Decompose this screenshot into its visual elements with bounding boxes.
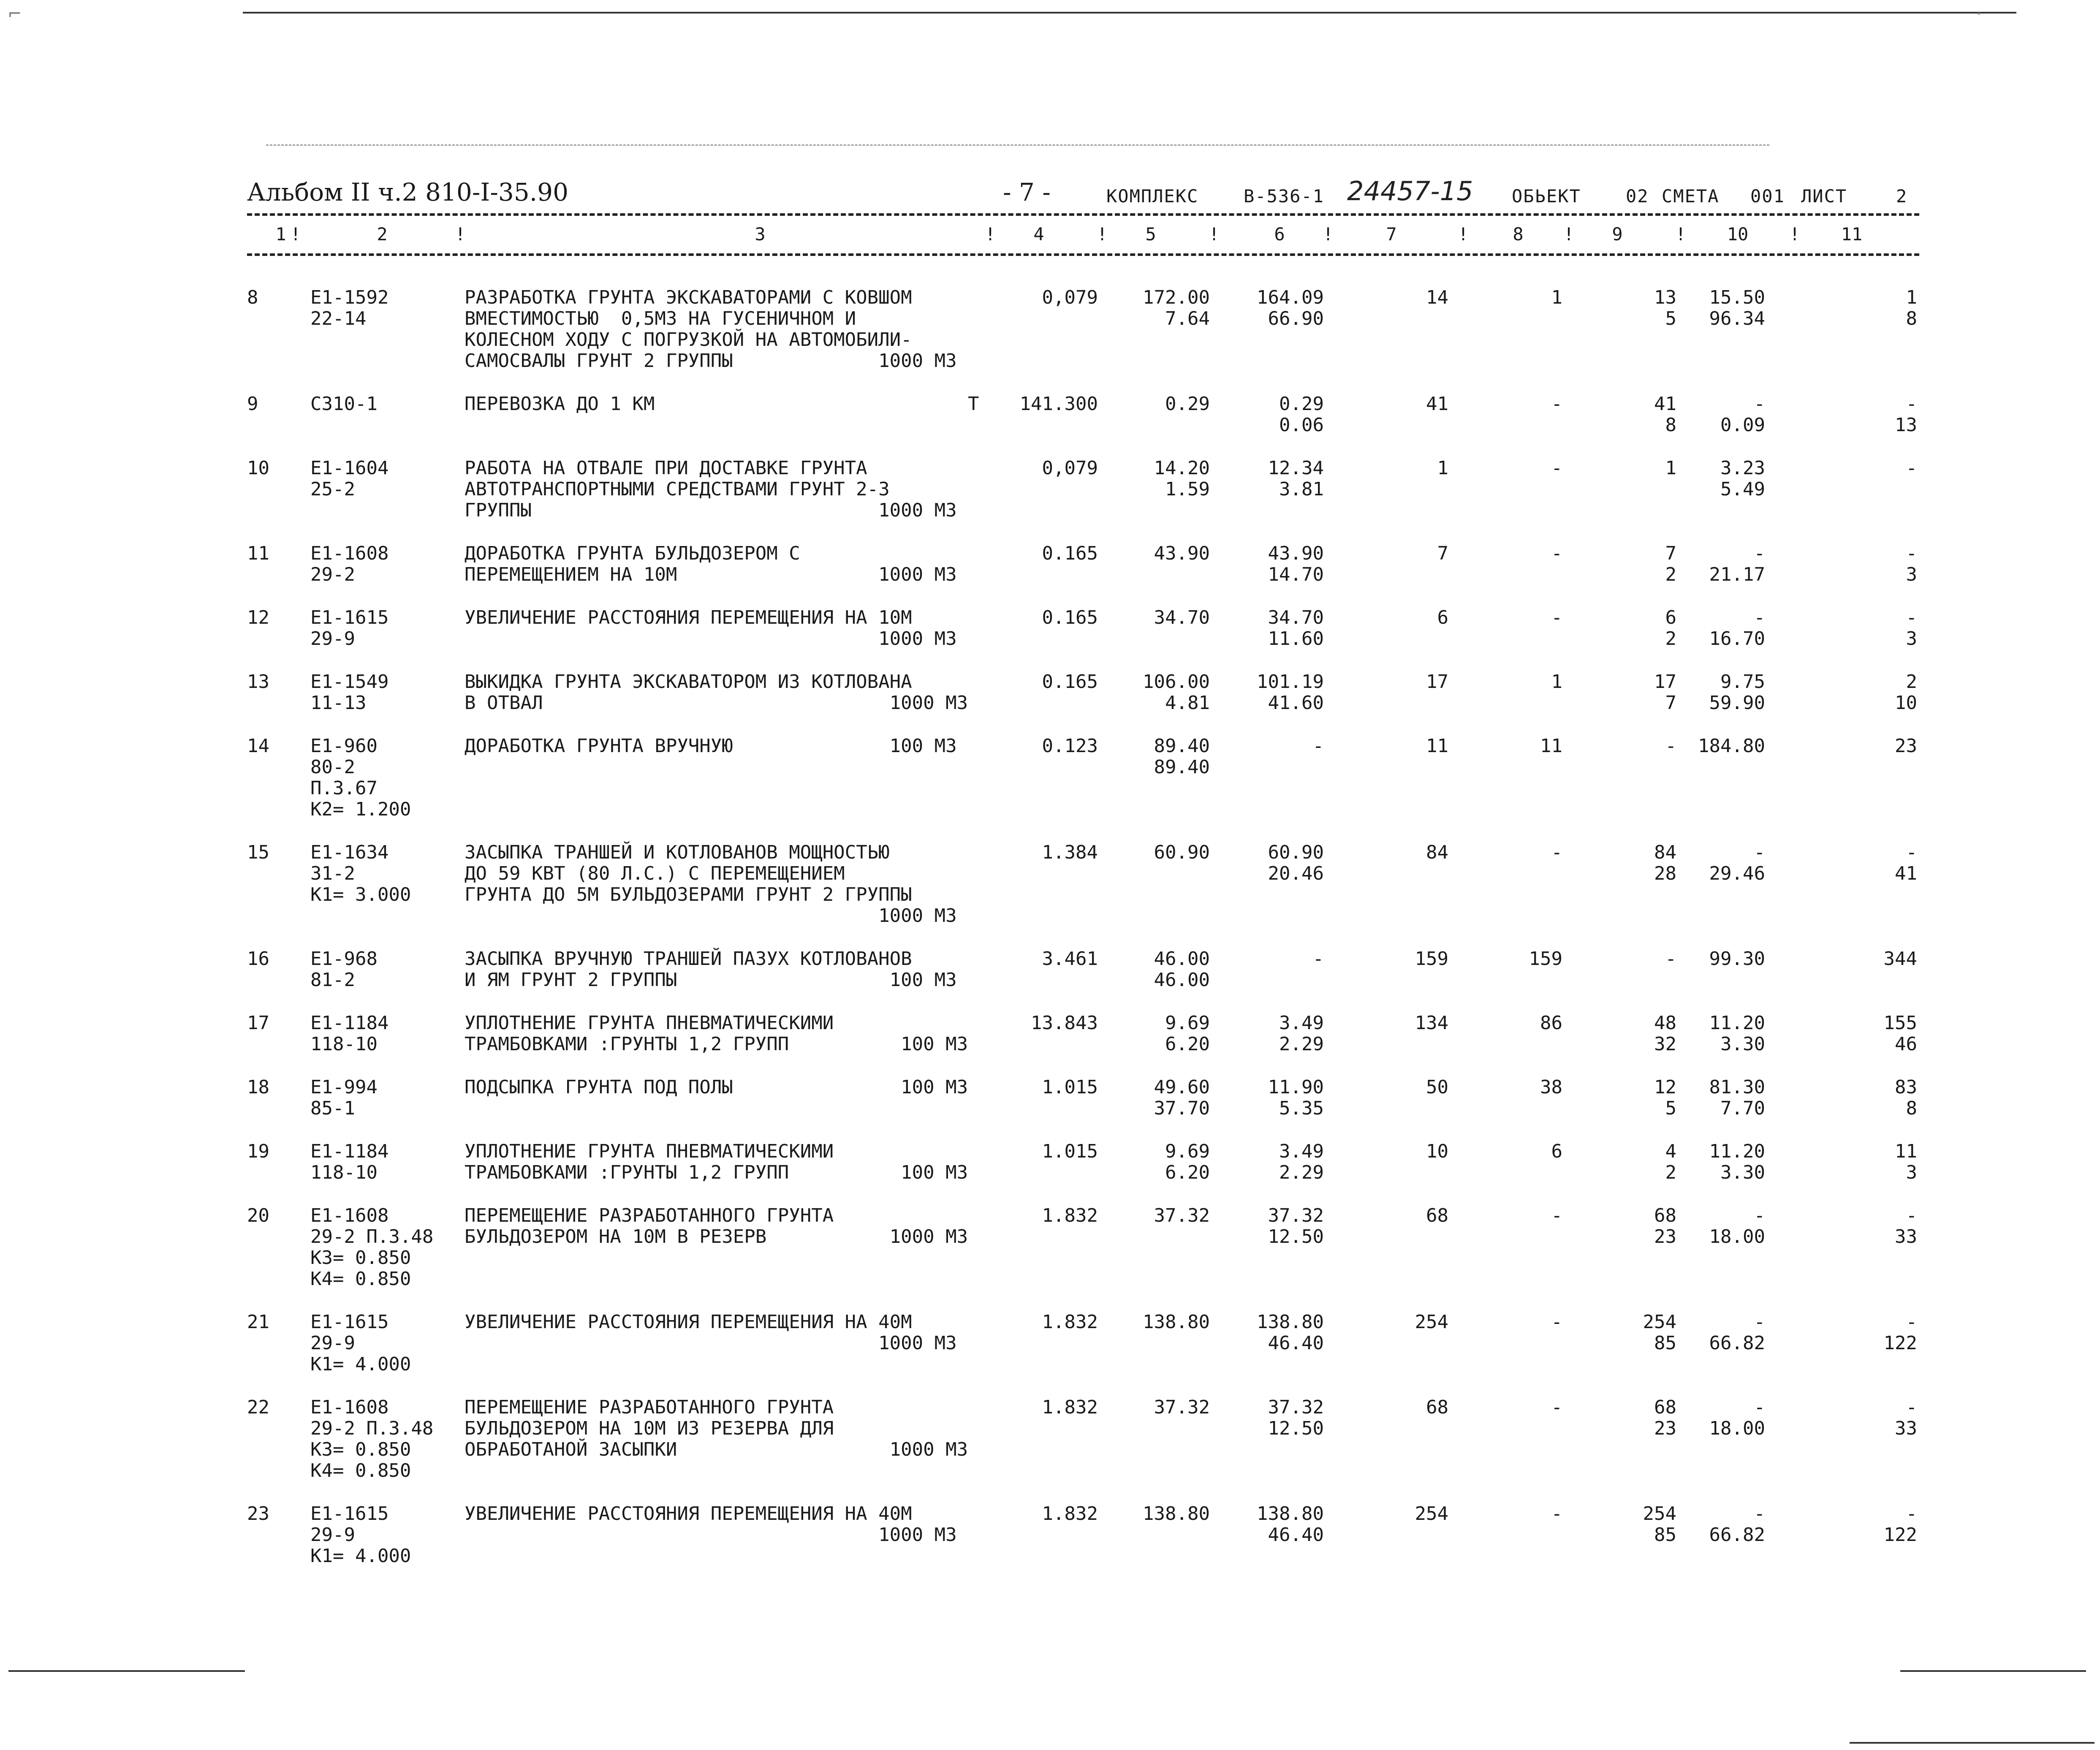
column-divider: !: [455, 224, 466, 245]
table-row: [0, 671, 2100, 714]
unit-cost: 60.90: [1154, 842, 1210, 863]
machine-cost: 43.90 14.70: [1268, 543, 1324, 585]
labor-hours-unit: - 16.70: [1709, 607, 1765, 649]
rate-code: Е1-1615 29-9 К1= 4.000: [310, 1503, 411, 1567]
rate-code: Е1-1608 29-2 П.3.48 К3= 0.850 К4= 0.850: [310, 1397, 434, 1481]
row-number: 11: [247, 543, 269, 564]
column-number: 9: [1612, 224, 1623, 245]
table-row: [0, 394, 2100, 436]
rate-code: Е1-1615 29-9: [310, 607, 389, 649]
smeta-label: СМЕТА: [1662, 186, 1720, 207]
album-title: Альбом II ч.2 810-I-35.90: [247, 178, 568, 207]
machine-cost: 12.34 3.81: [1268, 457, 1324, 500]
column-number: 5: [1145, 224, 1156, 245]
page-number: - 7 -: [1003, 178, 1051, 207]
total-cost: 68: [1426, 1397, 1448, 1418]
quantity: 1.832: [1042, 1311, 1098, 1333]
labor-hours-total: 83 8: [1895, 1076, 1917, 1119]
row-number: 21: [247, 1311, 269, 1333]
work-description: ПЕРЕВОЗКА ДО 1 КМ Т: [465, 393, 979, 415]
column-divider: !: [1458, 224, 1469, 245]
labor-cost: -: [1551, 1311, 1562, 1333]
column-divider: !: [1563, 224, 1574, 245]
unit-cost: 9.69 6.20: [1165, 1141, 1210, 1183]
work-description: УПЛОТНЕНИЕ ГРУНТА ПНЕВМАТИЧЕСКИМИ ТРАМБОВКАМИ :ГРУНТЫ 1,2 ГРУПП 100 М3: [465, 1141, 968, 1183]
quantity: 0.165: [1042, 607, 1098, 628]
machine-cost: 11.90 5.35: [1268, 1076, 1324, 1119]
unit-cost: 34.70: [1154, 607, 1210, 628]
rate-code: Е1-1608 29-2 П.3.48 К3= 0.850 К4= 0.850: [310, 1205, 434, 1290]
quantity: 141.300: [1019, 393, 1098, 415]
bottom-right-edge-line: [1900, 1670, 2086, 1672]
total-cost: 84: [1426, 842, 1448, 863]
total-cost: 254: [1415, 1311, 1448, 1333]
quantity: 0,079: [1042, 457, 1098, 479]
row-number: 19: [247, 1141, 269, 1162]
column-number: 3: [755, 224, 766, 245]
rate-code: Е1-1634 31-2 К1= 3.000: [310, 842, 411, 905]
operation-cost: 12 5: [1654, 1076, 1676, 1119]
work-description: ПЕРЕМЕЩЕНИЕ РАЗРАБОТАННОГО ГРУНТА БУЛЬДОЗЕРОМ НА 10М ИЗ РЕЗЕРВА ДЛЯ ОБРАБОТАНОЙ ЗАСЫПКИ 1000 М3: [465, 1397, 968, 1460]
machine-cost: 138.80 46.40: [1257, 1503, 1324, 1546]
table-row: [0, 287, 2100, 372]
labor-hours-total: 344: [1883, 948, 1917, 970]
machine-cost: -: [1312, 948, 1324, 970]
labor-hours-unit: - 66.82: [1709, 1311, 1765, 1354]
obekt-label: ОБЬЕКТ: [1512, 186, 1581, 207]
unit-cost: 106.00 4.81: [1143, 671, 1210, 714]
row-number: 8: [247, 287, 258, 308]
operation-cost: 48 32: [1654, 1012, 1676, 1055]
list-label: ЛИСТ: [1801, 186, 1847, 207]
quantity: 0.165: [1042, 671, 1098, 693]
column-number: 1: [275, 224, 286, 245]
unit-cost: 172.00 7.64: [1143, 287, 1210, 329]
total-cost: 41: [1426, 393, 1448, 415]
table-row: [0, 1141, 2100, 1183]
column-divider: !: [1097, 224, 1108, 245]
operation-cost: 17 7: [1654, 671, 1676, 714]
work-description: ВЫКИДКА ГРУНТА ЭКСКАВАТОРОМ ИЗ КОТЛОВАНА В ОТВАЛ 1000 М3: [465, 671, 968, 714]
unit-cost: 89.40 89.40: [1154, 735, 1210, 778]
column-number: 7: [1386, 224, 1397, 245]
total-cost: 134: [1415, 1012, 1448, 1034]
machine-cost: 37.32 12.50: [1268, 1205, 1324, 1247]
kompleks-value: В-536-1: [1244, 186, 1325, 207]
labor-hours-unit: 11.20 3.30: [1709, 1012, 1765, 1055]
machine-cost: 34.70 11.60: [1268, 607, 1324, 649]
labor-cost: -: [1551, 457, 1562, 479]
unit-cost: 46.00 46.00: [1154, 948, 1210, 991]
total-cost: 68: [1426, 1205, 1448, 1226]
row-number: 18: [247, 1076, 269, 1098]
labor-hours-unit: - 21.17: [1709, 543, 1765, 585]
row-number: 13: [247, 671, 269, 693]
row-number: 12: [247, 607, 269, 628]
column-number: 2: [377, 224, 388, 245]
column-divider: !: [985, 224, 996, 245]
labor-hours-total: 23: [1895, 735, 1917, 757]
sheet-header: [247, 167, 1919, 213]
row-number: 23: [247, 1503, 269, 1524]
operation-cost: 41 8: [1654, 393, 1676, 436]
rate-code: Е1-960 80-2 П.3.67 К2= 1.200: [310, 735, 411, 820]
operation-cost: -: [1665, 948, 1676, 970]
labor-hours-unit: 11.20 3.30: [1709, 1141, 1765, 1183]
labor-cost: -: [1551, 393, 1562, 415]
column-divider: !: [1323, 224, 1334, 245]
rate-code: Е1-1592 22-14: [310, 287, 389, 329]
table-row: [0, 736, 2100, 820]
quantity: 1.015: [1042, 1141, 1098, 1162]
work-description: РАБОТА НА ОТВАЛЕ ПРИ ДОСТАВКЕ ГРУНТА АВТОТРАНСПОРТНЫМИ СРЕДСТВАМИ ГРУНТ 2-3 ГРУППЫ 1000 М3: [465, 457, 957, 521]
handwritten-number: 24457-15: [1347, 176, 1473, 207]
machine-cost: 37.32 12.50: [1268, 1397, 1324, 1439]
column-number: 8: [1513, 224, 1524, 245]
table-row: [0, 1205, 2100, 1290]
smeta-value: 001: [1750, 186, 1785, 207]
unit-cost: 37.32: [1154, 1397, 1210, 1418]
labor-cost: 11: [1540, 735, 1562, 757]
row-number: 16: [247, 948, 269, 970]
labor-hours-unit: 81.30 7.70: [1709, 1076, 1765, 1119]
row-number: 9: [247, 393, 258, 415]
row-number: 22: [247, 1397, 269, 1418]
upper-faint-line: [266, 144, 1769, 146]
table-row: [0, 1077, 2100, 1119]
labor-hours-unit: - 18.00: [1709, 1397, 1765, 1439]
unit-cost: 37.32: [1154, 1205, 1210, 1226]
labor-cost: 159: [1529, 948, 1562, 970]
work-description: ПЕРЕМЕЩЕНИЕ РАЗРАБОТАННОГО ГРУНТА БУЛЬДОЗЕРОМ НА 10М В РЕЗЕРВ 1000 М3: [465, 1205, 968, 1247]
quantity: 0.165: [1042, 543, 1098, 564]
labor-hours-total: - 3: [1906, 607, 1917, 649]
labor-cost: -: [1551, 1503, 1562, 1524]
labor-hours-unit: - 0.09: [1720, 393, 1765, 436]
column-header-separator: [247, 253, 1919, 256]
table-row: [0, 842, 2100, 927]
labor-hours-unit: - 66.82: [1709, 1503, 1765, 1546]
work-description: ПОДСЫПКА ГРУНТА ПОД ПОЛЫ 100 М3: [465, 1076, 968, 1098]
rate-code: Е1-1608 29-2: [310, 543, 389, 585]
labor-hours-total: -: [1906, 457, 1917, 479]
unit-cost: 9.69 6.20: [1165, 1012, 1210, 1055]
quantity: 1.015: [1042, 1076, 1098, 1098]
operation-cost: 6 2: [1665, 607, 1676, 649]
rate-code: Е1-1615 29-9 К1= 4.000: [310, 1311, 411, 1375]
labor-cost: -: [1551, 607, 1562, 628]
operation-cost: 254 85: [1643, 1503, 1676, 1546]
column-number: 4: [1033, 224, 1044, 245]
labor-hours-total: 1 8: [1906, 287, 1917, 329]
top-edge-line: [243, 12, 2016, 14]
row-number: 14: [247, 735, 269, 757]
quantity: 1.832: [1042, 1205, 1098, 1226]
work-description: ДОРАБОТКА ГРУНТА ВРУЧНУЮ 100 М3: [465, 735, 957, 757]
total-cost: 17: [1426, 671, 1448, 693]
quantity: 1.384: [1042, 842, 1098, 863]
labor-hours-total: - 122: [1883, 1311, 1917, 1354]
table-row: [0, 1312, 2100, 1375]
table-row: [0, 948, 2100, 991]
labor-hours-total: - 122: [1883, 1503, 1917, 1546]
labor-hours-unit: 3.23 5.49: [1720, 457, 1765, 500]
quantity: 0,079: [1042, 287, 1098, 308]
labor-hours-unit: - 29.46: [1709, 842, 1765, 884]
labor-hours-total: 2 10: [1895, 671, 1917, 714]
kompleks-label: КОМПЛЕКС: [1106, 186, 1199, 207]
labor-hours-unit: 99.30: [1709, 948, 1765, 970]
total-cost: 254: [1415, 1503, 1448, 1524]
total-cost: 11: [1426, 735, 1448, 757]
quantity: 0.123: [1042, 735, 1098, 757]
labor-cost: -: [1551, 543, 1562, 564]
work-description: РАЗРАБОТКА ГРУНТА ЭКСКАВАТОРАМИ С КОВШОМ ВМЕСТИМОСТЬЮ 0,5М3 НА ГУСЕНИЧНОМ И КОЛЕСНОМ ХОДУ С ПОГРУЗКОЙ НА АВТОМОБИЛИ- САМОСВАЛЫ ГРУНТ 2 ГРУППЫ 1000 М3: [465, 287, 957, 372]
total-cost: 50: [1426, 1076, 1448, 1098]
labor-cost: -: [1551, 1205, 1562, 1226]
estimate-table-body: [0, 287, 2100, 1589]
table-row: [0, 607, 2100, 649]
machine-cost: -: [1312, 735, 1324, 757]
rate-code: Е1-1604 25-2: [310, 457, 389, 500]
rate-code: С310-1: [310, 393, 378, 415]
row-number: 17: [247, 1012, 269, 1034]
labor-hours-unit: 9.75 59.90: [1709, 671, 1765, 714]
machine-cost: 0.29 0.06: [1279, 393, 1324, 436]
machine-cost: 3.49 2.29: [1279, 1012, 1324, 1055]
machine-cost: 164.09 66.90: [1257, 287, 1324, 329]
labor-hours-unit: - 18.00: [1709, 1205, 1765, 1247]
work-description: ДОРАБОТКА ГРУНТА БУЛЬДОЗЕРОМ С ПЕРЕМЕЩЕНИЕМ НА 10М 1000 М3: [465, 543, 957, 585]
labor-hours-total: - 41: [1895, 842, 1917, 884]
operation-cost: -: [1665, 735, 1676, 757]
total-cost: 10: [1426, 1141, 1448, 1162]
corner-mark: ⌐: [8, 4, 22, 24]
labor-hours-total: - 33: [1895, 1205, 1917, 1247]
column-number-row: [247, 224, 1919, 249]
quantity: 13.843: [1031, 1012, 1098, 1034]
operation-cost: 1: [1665, 457, 1676, 479]
total-cost: 7: [1437, 543, 1448, 564]
unit-cost: 138.80: [1143, 1311, 1210, 1333]
column-divider: !: [1209, 224, 1220, 245]
unit-cost: 138.80: [1143, 1503, 1210, 1524]
labor-hours-total: - 33: [1895, 1397, 1917, 1439]
operation-cost: 7 2: [1665, 543, 1676, 585]
column-divider: !: [290, 224, 301, 245]
unit-cost: 49.60 37.70: [1154, 1076, 1210, 1119]
operation-cost: 84 28: [1654, 842, 1676, 884]
work-description: УВЕЛИЧЕНИЕ РАССТОЯНИЯ ПЕРЕМЕЩЕНИЯ НА 40М 1000 М3: [465, 1503, 957, 1546]
rate-code: Е1-1184 118-10: [310, 1012, 389, 1055]
labor-cost: 1: [1551, 671, 1562, 693]
table-row: [0, 458, 2100, 521]
machine-cost: 138.80 46.40: [1257, 1311, 1324, 1354]
unit-cost: 14.20 1.59: [1154, 457, 1210, 500]
labor-cost: 1: [1551, 287, 1562, 308]
labor-cost: -: [1551, 842, 1562, 863]
rate-code: Е1-1184 118-10: [310, 1141, 389, 1183]
quantity: 1.832: [1042, 1397, 1098, 1418]
list-value: 2: [1896, 186, 1908, 207]
operation-cost: 13 5: [1654, 287, 1676, 329]
column-number: 10: [1727, 224, 1749, 245]
table-row: [0, 543, 2100, 585]
corner-mark: ·: [1976, 4, 1982, 24]
labor-hours-unit: 15.50 96.34: [1709, 287, 1765, 329]
rate-code: Е1-994 85-1: [310, 1076, 378, 1119]
work-description: ЗАСЫПКА ВРУЧНУЮ ТРАНШЕЙ ПАЗУХ КОТЛОВАНОВ И ЯМ ГРУНТ 2 ГРУППЫ 100 М3: [465, 948, 957, 991]
total-cost: 6: [1437, 607, 1448, 628]
bottom-left-edge-line: [8, 1670, 245, 1672]
machine-cost: 101.19 41.60: [1257, 671, 1324, 714]
labor-hours-total: 11 3: [1895, 1141, 1917, 1183]
row-number: 10: [247, 457, 269, 479]
header-separator: [247, 213, 1919, 216]
operation-cost: 68 23: [1654, 1397, 1676, 1439]
labor-hours-unit: 184.80: [1698, 735, 1765, 757]
unit-cost: 43.90: [1154, 543, 1210, 564]
operation-cost: 68 23: [1654, 1205, 1676, 1247]
bottom-edge-line: [1850, 1742, 2095, 1744]
rate-code: Е1-968 81-2: [310, 948, 378, 991]
work-description: УПЛОТНЕНИЕ ГРУНТА ПНЕВМАТИЧЕСКИМИ ТРАМБОВКАМИ :ГРУНТЫ 1,2 ГРУПП 100 М3: [465, 1012, 968, 1055]
total-cost: 159: [1415, 948, 1448, 970]
quantity: 1.832: [1042, 1503, 1098, 1524]
table-row: [0, 1013, 2100, 1055]
quantity: 3.461: [1042, 948, 1098, 970]
column-number: 6: [1274, 224, 1285, 245]
work-description: УВЕЛИЧЕНИЕ РАССТОЯНИЯ ПЕРЕМЕЩЕНИЯ НА 40М 1000 М3: [465, 1311, 957, 1354]
row-number: 20: [247, 1205, 269, 1226]
labor-cost: -: [1551, 1397, 1562, 1418]
machine-cost: 60.90 20.46: [1268, 842, 1324, 884]
operation-cost: 254 85: [1643, 1311, 1676, 1354]
work-description: УВЕЛИЧЕНИЕ РАССТОЯНИЯ ПЕРЕМЕЩЕНИЯ НА 10М 1000 М3: [465, 607, 957, 649]
total-cost: 14: [1426, 287, 1448, 308]
rate-code: Е1-1549 11-13: [310, 671, 389, 714]
labor-cost: 6: [1551, 1141, 1562, 1162]
labor-cost: 38: [1540, 1076, 1562, 1098]
table-row: [0, 1503, 2100, 1567]
total-cost: 1: [1437, 457, 1448, 479]
obekt-value: 02: [1626, 186, 1649, 207]
labor-hours-total: - 3: [1906, 543, 1917, 585]
column-number: 11: [1841, 224, 1863, 245]
operation-cost: 4 2: [1665, 1141, 1676, 1183]
labor-hours-total: 155 46: [1883, 1012, 1917, 1055]
column-divider: !: [1675, 224, 1686, 245]
table-row: [0, 1397, 2100, 1481]
row-number: 15: [247, 842, 269, 863]
work-description: ЗАСЫПКА ТРАНШЕЙ И КОТЛОВАНОВ МОЩНОСТЬЮ ДО 59 КВТ (80 Л.С.) С ПЕРЕМЕЩЕНИЕМ ГРУНТА ДО 5М БУЛЬДОЗЕРАМИ ГРУНТ 2 ГРУППЫ 1000 М3: [465, 842, 957, 927]
unit-cost: 0.29: [1165, 393, 1210, 415]
labor-hours-total: - 13: [1895, 393, 1917, 436]
column-divider: !: [1789, 224, 1800, 245]
machine-cost: 3.49 2.29: [1279, 1141, 1324, 1183]
labor-cost: 86: [1540, 1012, 1562, 1034]
